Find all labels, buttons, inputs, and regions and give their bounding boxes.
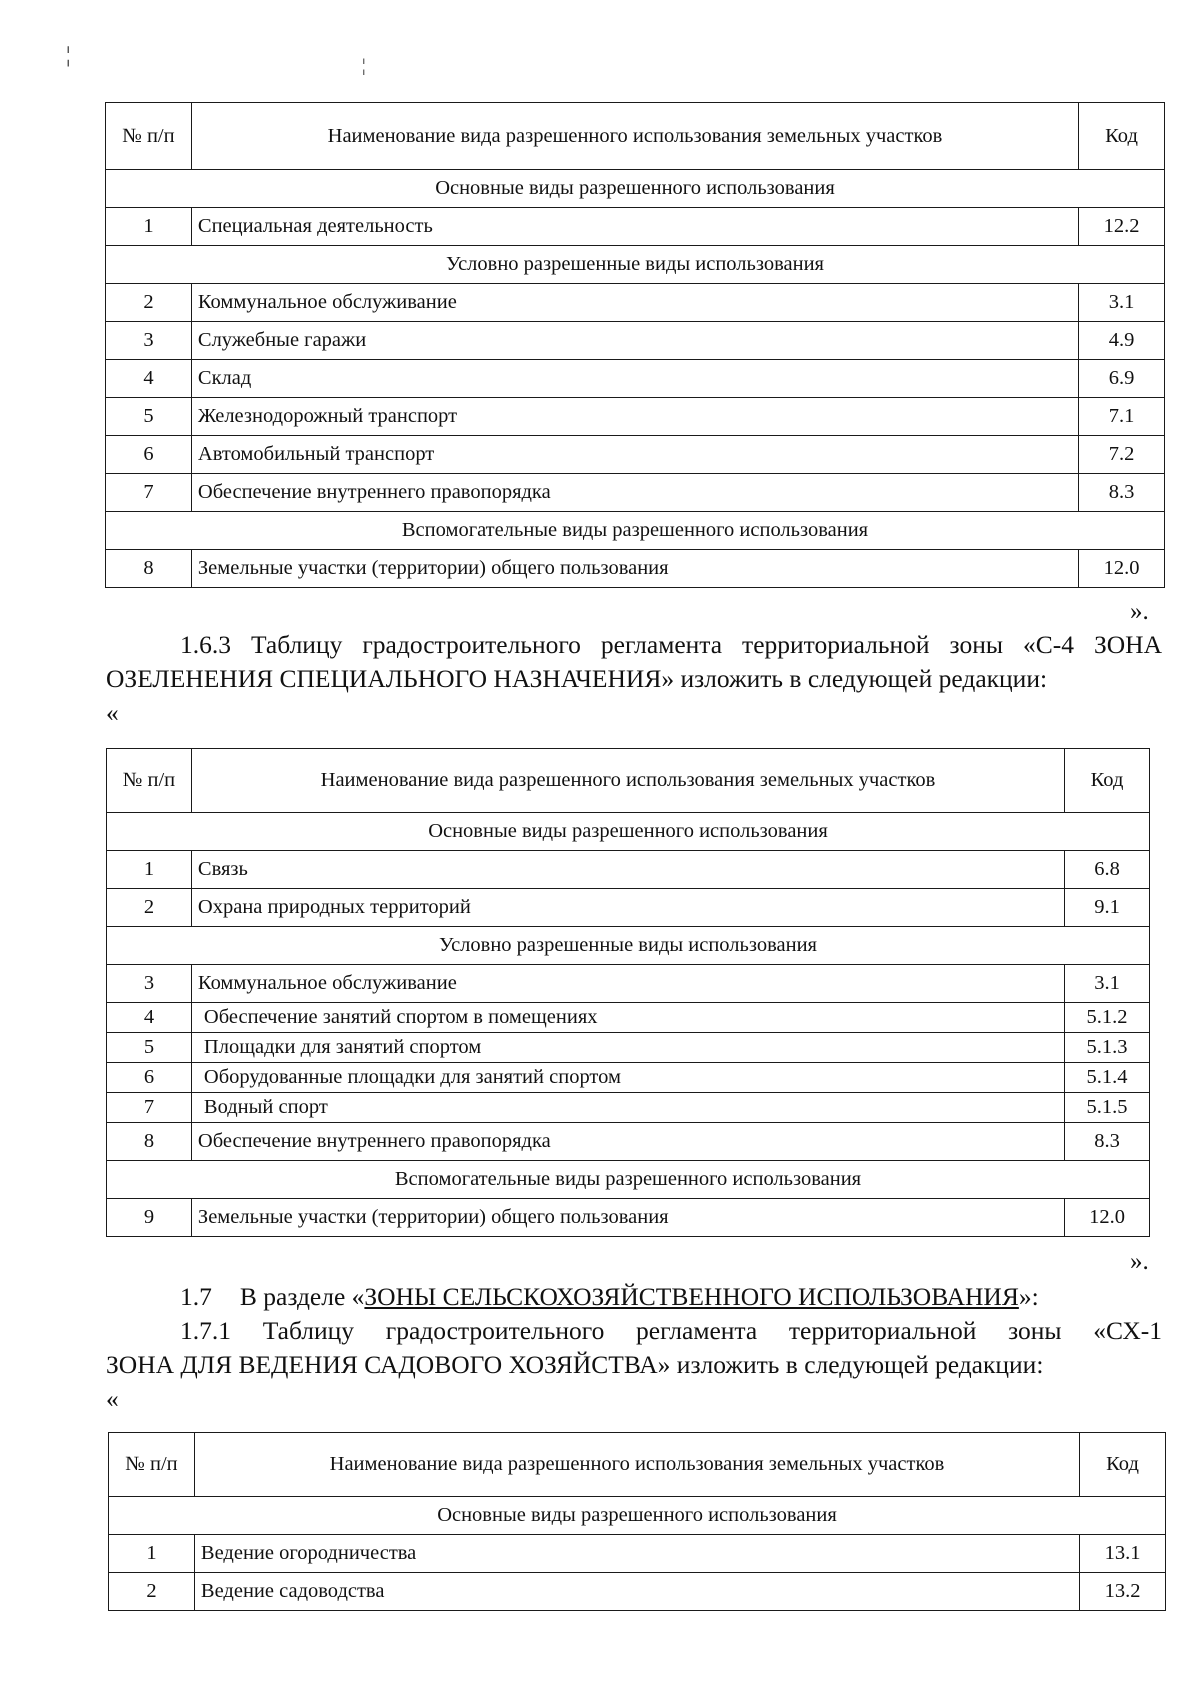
table-row bbox=[109, 1535, 1166, 1573]
section-auxiliary: Вспомогательные виды разрешенного использования bbox=[106, 512, 1165, 550]
section-row bbox=[107, 927, 1150, 965]
row-code: 13.2 bbox=[1080, 1573, 1166, 1611]
row-code: 3.1 bbox=[1079, 284, 1165, 322]
row-code: 12.2 bbox=[1079, 208, 1165, 246]
section-row bbox=[106, 246, 1165, 284]
row-code: 7.2 bbox=[1079, 436, 1165, 474]
row-name: Площадки для занятий спортом bbox=[191, 1033, 1064, 1063]
section-main: Основные виды разрешенного использования bbox=[107, 813, 1150, 851]
closing-quote: ». bbox=[1130, 1248, 1149, 1275]
column-header-code: Код bbox=[1079, 103, 1165, 170]
row-name: Автомобильный транспорт bbox=[191, 436, 1078, 474]
open-quote: « bbox=[106, 698, 119, 727]
paragraph-line: 1.7.1 Таблицу градостроительного регламента территориальной зоны «СХ-1 bbox=[180, 1316, 1162, 1345]
regulation-table-s3 bbox=[105, 102, 1165, 588]
table-row bbox=[106, 436, 1165, 474]
column-header-num: № п/п bbox=[106, 103, 192, 170]
scan-mark: ¦ bbox=[362, 55, 366, 75]
closing-quote: ». bbox=[1130, 598, 1149, 625]
row-num: 6 bbox=[107, 1063, 192, 1093]
table-row bbox=[107, 1199, 1150, 1237]
table-row bbox=[107, 889, 1150, 927]
row-code: 8.3 bbox=[1065, 1123, 1150, 1161]
paragraph-1-7 bbox=[180, 1280, 1039, 1314]
row-code: 8.3 bbox=[1079, 474, 1165, 512]
row-num: 1 bbox=[107, 851, 192, 889]
row-name: Ведение садоводства bbox=[194, 1573, 1079, 1611]
table-row bbox=[106, 208, 1165, 246]
row-num: 8 bbox=[107, 1123, 192, 1161]
section-conditional: Условно разрешенные виды использования bbox=[107, 927, 1150, 965]
table-header-row bbox=[106, 103, 1165, 170]
column-header-num: № п/п bbox=[109, 1433, 195, 1497]
row-code: 5.1.2 bbox=[1065, 1003, 1150, 1033]
row-code: 7.1 bbox=[1079, 398, 1165, 436]
row-num: 9 bbox=[107, 1199, 192, 1237]
paragraph-line: 1.6.3 Таблицу градостроительного регламента территориальной зоны «С-4 ЗОНА bbox=[180, 630, 1162, 659]
section-row bbox=[106, 170, 1165, 208]
row-name: Ведение огородничества bbox=[194, 1535, 1079, 1573]
row-num: 1 bbox=[109, 1535, 195, 1573]
paragraph-suffix: »: bbox=[1018, 1282, 1039, 1311]
row-num: 8 bbox=[106, 550, 192, 588]
section-row bbox=[106, 512, 1165, 550]
row-name: Коммунальное обслуживание bbox=[191, 284, 1078, 322]
section-name: ЗОНЫ СЕЛЬСКОХОЗЯЙСТВЕННОГО ИСПОЛЬЗОВАНИЯ bbox=[364, 1282, 1019, 1311]
row-code: 5.1.3 bbox=[1065, 1033, 1150, 1063]
row-code: 6.8 bbox=[1065, 851, 1150, 889]
row-code: 12.0 bbox=[1065, 1199, 1150, 1237]
row-name: Обеспечение занятий спортом в помещениях bbox=[191, 1003, 1064, 1033]
section-row bbox=[107, 1161, 1150, 1199]
row-name: Земельные участки (территории) общего пользования bbox=[191, 550, 1078, 588]
row-name: Охрана природных территорий bbox=[191, 889, 1064, 927]
row-num: 5 bbox=[106, 398, 192, 436]
column-header-num: № п/п bbox=[107, 749, 192, 813]
table-row bbox=[106, 284, 1165, 322]
row-name: Обеспечение внутреннего правопорядка bbox=[191, 474, 1078, 512]
table-row bbox=[107, 1123, 1150, 1161]
row-code: 13.1 bbox=[1080, 1535, 1166, 1573]
section-main: Основные виды разрешенного использования bbox=[109, 1497, 1166, 1535]
section-main: Основные виды разрешенного использования bbox=[106, 170, 1165, 208]
paragraph-line: ЗОНА ДЛЯ ВЕДЕНИЯ САДОВОГО ХОЗЯЙСТВА» изложить в следующей редакции: bbox=[106, 1350, 1044, 1379]
row-num: 7 bbox=[106, 474, 192, 512]
column-header-name: Наименование вида разрешенного использования земельных участков bbox=[194, 1433, 1079, 1497]
row-code: 5.1.5 bbox=[1065, 1093, 1150, 1123]
paragraph-1-7-1 bbox=[106, 1314, 1162, 1416]
column-header-name: Наименование вида разрешенного использования земельных участков bbox=[191, 749, 1064, 813]
row-name: Обеспечение внутреннего правопорядка bbox=[191, 1123, 1064, 1161]
row-name: Водный спорт bbox=[191, 1093, 1064, 1123]
paragraph-1-6-3 bbox=[106, 628, 1162, 730]
row-num: 3 bbox=[107, 965, 192, 1003]
scan-mark: ¦ bbox=[66, 42, 71, 67]
row-code: 3.1 bbox=[1065, 965, 1150, 1003]
column-header-code: Код bbox=[1080, 1433, 1166, 1497]
table-header-row bbox=[107, 749, 1150, 813]
table-row bbox=[107, 851, 1150, 889]
row-code: 12.0 bbox=[1079, 550, 1165, 588]
row-code: 4.9 bbox=[1079, 322, 1165, 360]
column-header-code: Код bbox=[1065, 749, 1150, 813]
table-row bbox=[107, 1003, 1150, 1033]
section-auxiliary: Вспомогательные виды разрешенного использования bbox=[107, 1161, 1150, 1199]
row-name: Связь bbox=[191, 851, 1064, 889]
row-code: 9.1 bbox=[1065, 889, 1150, 927]
row-num: 6 bbox=[106, 436, 192, 474]
row-num: 4 bbox=[106, 360, 192, 398]
row-num: 4 bbox=[107, 1003, 192, 1033]
table-row bbox=[106, 474, 1165, 512]
section-row bbox=[109, 1497, 1166, 1535]
row-name: Склад bbox=[191, 360, 1078, 398]
open-quote: « bbox=[106, 1384, 119, 1413]
section-row bbox=[107, 813, 1150, 851]
row-num: 1 bbox=[106, 208, 192, 246]
row-num: 2 bbox=[109, 1573, 195, 1611]
row-name: Коммунальное обслуживание bbox=[191, 965, 1064, 1003]
row-num: 2 bbox=[107, 889, 192, 927]
table-row bbox=[106, 322, 1165, 360]
row-code: 5.1.4 bbox=[1065, 1063, 1150, 1093]
row-code: 6.9 bbox=[1079, 360, 1165, 398]
paragraph-prefix: В разделе « bbox=[239, 1282, 365, 1311]
table-row bbox=[109, 1573, 1166, 1611]
row-num: 7 bbox=[107, 1093, 192, 1123]
regulation-table-sh1 bbox=[108, 1432, 1166, 1611]
table-row bbox=[106, 550, 1165, 588]
table-row bbox=[107, 965, 1150, 1003]
row-num: 3 bbox=[106, 322, 192, 360]
table-row bbox=[107, 1033, 1150, 1063]
row-name: Железнодорожный транспорт bbox=[191, 398, 1078, 436]
paragraph-line: ОЗЕЛЕНЕНИЯ СПЕЦИАЛЬНОГО НАЗНАЧЕНИЯ» изложить в следующей редакции: bbox=[106, 664, 1048, 693]
section-conditional: Условно разрешенные виды использования bbox=[106, 246, 1165, 284]
row-name: Оборудованные площадки для занятий спортом bbox=[191, 1063, 1064, 1093]
column-header-name: Наименование вида разрешенного использования земельных участков bbox=[191, 103, 1078, 170]
row-name: Специальная деятельность bbox=[191, 208, 1078, 246]
row-name: Служебные гаражи bbox=[191, 322, 1078, 360]
table-header-row bbox=[109, 1433, 1166, 1497]
table-row bbox=[107, 1093, 1150, 1123]
table-row bbox=[107, 1063, 1150, 1093]
row-name: Земельные участки (территории) общего пользования bbox=[191, 1199, 1064, 1237]
table-row bbox=[106, 398, 1165, 436]
table-row bbox=[106, 360, 1165, 398]
regulation-table-s4 bbox=[106, 748, 1150, 1237]
row-num: 2 bbox=[106, 284, 192, 322]
paragraph-number: 1.7 bbox=[180, 1282, 212, 1311]
row-num: 5 bbox=[107, 1033, 192, 1063]
